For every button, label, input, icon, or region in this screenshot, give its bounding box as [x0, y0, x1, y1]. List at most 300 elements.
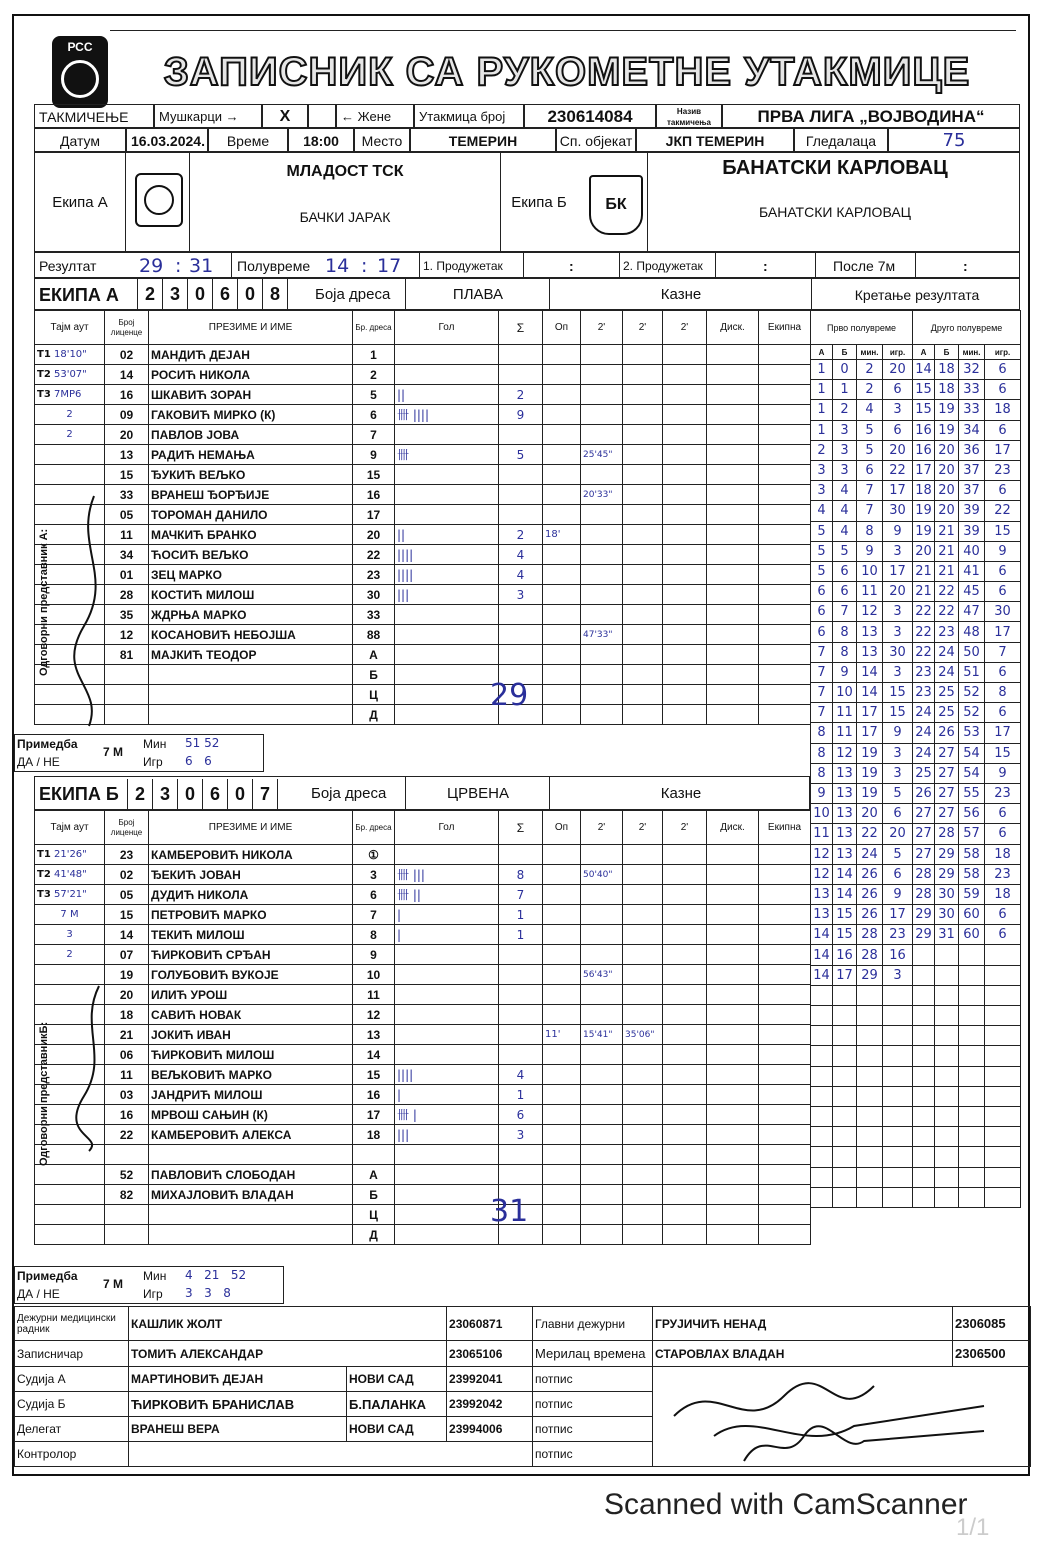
team-exclusion — [759, 425, 811, 445]
goal-tally: 卌 |||| — [395, 405, 499, 425]
goal-sum: 7 — [499, 885, 543, 905]
team-exclusion — [759, 1185, 811, 1205]
team-exclusion — [759, 1005, 811, 1025]
progress-cell: 14 — [833, 864, 857, 884]
table-row — [811, 723, 1021, 743]
progress-cell: 5 — [811, 541, 833, 561]
jersey-no: 33 — [353, 605, 395, 625]
progress-cell: 28 — [935, 824, 959, 844]
progress-cell: 5 — [811, 561, 833, 581]
goal-sum — [499, 605, 543, 625]
disqualification — [707, 605, 759, 625]
progress-cell: 9 — [985, 541, 1021, 561]
progress-cell: 8 — [811, 743, 833, 763]
progress-cell: 13 — [833, 783, 857, 803]
goal-sum: 6 — [499, 1105, 543, 1125]
suspension-2 — [623, 685, 663, 705]
progress-cell — [857, 1066, 883, 1086]
suspension-2 — [623, 485, 663, 505]
warning — [543, 485, 581, 505]
progress-cell: 7 — [833, 602, 857, 622]
half-b: 17 — [377, 255, 402, 277]
ot2-colon: : — [763, 258, 768, 274]
suspension-3 — [663, 385, 707, 405]
progress-cell — [857, 1147, 883, 1167]
disqualification — [707, 1085, 759, 1105]
jersey-no: А — [353, 1165, 395, 1185]
disqualification — [707, 1225, 759, 1245]
disqualification — [707, 925, 759, 945]
jersey-no: ① — [353, 845, 395, 865]
ref-a-no: 23992041 — [447, 1367, 533, 1392]
jersey-no: 9 — [353, 945, 395, 965]
team-b-rep-signature — [64, 976, 124, 1156]
min-label: Мин — [143, 1269, 167, 1283]
table-row — [811, 763, 1021, 783]
table-row — [811, 1147, 1021, 1167]
goal-tally: | — [395, 1085, 499, 1105]
team-b-penalties-label: Казне — [549, 777, 812, 811]
team-exclusion — [759, 605, 811, 625]
progress-cell: 54 — [959, 763, 985, 783]
handball-icon — [144, 185, 174, 215]
competition-row — [34, 104, 1020, 152]
suspension-3 — [663, 525, 707, 545]
table-row — [811, 864, 1021, 884]
timeout-time: 41'48" — [53, 869, 87, 880]
table-row — [811, 1167, 1021, 1187]
jersey-no: 6 — [353, 885, 395, 905]
result-b: 31 — [189, 255, 214, 277]
jersey-no: 3 — [353, 865, 395, 885]
suspension-1 — [581, 845, 623, 865]
spectators-label: Гледалаца — [794, 128, 888, 152]
progress-cell: 3 — [833, 440, 857, 460]
progress-col-header: Б — [935, 345, 959, 360]
col-disq: Диск. — [707, 811, 759, 845]
progress-cell: 18 — [913, 481, 935, 501]
yes-no: ДА / НЕ — [17, 755, 60, 769]
progress-cell — [833, 1006, 857, 1026]
progress-cell: 27 — [913, 824, 935, 844]
player-name: КАМБЕРОВИЋ НИКОЛА — [149, 845, 353, 865]
code-digit: 2 — [137, 279, 162, 309]
team-a-penalties-label: Казне — [549, 279, 812, 311]
progress-cell — [935, 1127, 959, 1147]
progress-cell — [913, 965, 935, 985]
warning — [543, 445, 581, 465]
goal-tally — [395, 1165, 499, 1185]
progress-cell — [985, 1127, 1021, 1147]
goal-tally — [395, 1185, 499, 1205]
progress-cell: 59 — [959, 884, 985, 904]
handball-icon — [61, 60, 99, 98]
progress-cell — [959, 1147, 985, 1167]
progress-cell: 30 — [935, 884, 959, 904]
suspension-3 — [663, 885, 707, 905]
player-name: ЋОСИЋ ВЕЉКО — [149, 545, 353, 565]
progress-cell: 3 — [883, 662, 913, 682]
progress-cell: 26 — [913, 783, 935, 803]
progress-cell: 19 — [913, 521, 935, 541]
suspension-1 — [581, 605, 623, 625]
progress-cell: 11 — [857, 582, 883, 602]
progress-cell: 3 — [883, 400, 913, 420]
player-name: ЖДРЊА МАРКО — [149, 605, 353, 625]
suspension-1 — [581, 1105, 623, 1125]
progress-cell: 6 — [985, 582, 1021, 602]
progress-cell: 2 — [857, 360, 883, 380]
progress-cell — [913, 1006, 935, 1026]
suspension-3 — [663, 505, 707, 525]
team-a-color: ПЛАВА — [405, 279, 550, 311]
team-exclusion — [759, 1045, 811, 1065]
team-exclusion — [759, 705, 811, 725]
suspension-1 — [581, 1125, 623, 1145]
match-no-label: Утакмица број — [414, 104, 524, 128]
goal-tally — [395, 1205, 499, 1225]
progress-cell: 7 — [811, 703, 833, 723]
progress-cell: 20 — [883, 440, 913, 460]
table-row — [811, 561, 1021, 581]
license-no: 01 — [105, 565, 149, 585]
arrow-left-icon: ← — [341, 109, 354, 124]
team-exclusion — [759, 385, 811, 405]
disqualification — [707, 545, 759, 565]
disqualification — [707, 1145, 759, 1165]
timeout-cell — [35, 1225, 105, 1245]
player-name: ТЕКИЋ МИЛОШ — [149, 925, 353, 945]
progress-cell: 29 — [935, 864, 959, 884]
progress-cell: 5 — [857, 420, 883, 440]
suspension-2 — [623, 845, 663, 865]
table-row — [811, 945, 1021, 965]
min-value-1: 51 — [185, 736, 201, 750]
table-row — [35, 365, 811, 385]
jersey-no: Б — [353, 1185, 395, 1205]
code-digit: 0 — [237, 279, 262, 309]
license-no: 20 — [105, 425, 149, 445]
suspension-1 — [581, 645, 623, 665]
license-no: 52 — [105, 1165, 149, 1185]
min-value-2: 21 — [204, 1268, 220, 1282]
women-label — [336, 104, 414, 128]
progress-cell: 27 — [913, 844, 935, 864]
table-row — [811, 884, 1021, 904]
progress-cell: 17 — [857, 703, 883, 723]
progress-cell: 6 — [833, 582, 857, 602]
min-value-1: 4 — [185, 1268, 193, 1282]
col-timeout: Тајм аут — [35, 811, 105, 845]
goal-tally — [395, 685, 499, 705]
disqualification — [707, 565, 759, 585]
progress-cell: 18 — [985, 884, 1021, 904]
suspension-1 — [581, 465, 623, 485]
scanner-watermark: Scanned with CamScanner — [604, 1488, 968, 1521]
seven-m-label: 7 М — [103, 745, 124, 759]
col-jersey: Бр. дреса — [353, 811, 395, 845]
license-no: 11 — [105, 1065, 149, 1085]
team-exclusion — [759, 845, 811, 865]
disqualification — [707, 985, 759, 1005]
ref-b-city: Б.ПАЛАНКА — [347, 1392, 447, 1417]
warning — [543, 665, 581, 685]
col-two: 2' — [663, 311, 707, 345]
progress-cell: 14 — [833, 884, 857, 904]
jersey-no: 15 — [353, 465, 395, 485]
progress-cell: 20 — [935, 481, 959, 501]
table-row — [35, 605, 811, 625]
col-warn: Оп — [543, 311, 581, 345]
progress-cell — [857, 1187, 883, 1207]
progress-cell — [811, 1066, 833, 1086]
team-exclusion — [759, 525, 811, 545]
timeout-cell — [35, 885, 105, 905]
suspension-2 — [623, 445, 663, 465]
progress-cell — [883, 1167, 913, 1187]
progress-cell: 14 — [857, 683, 883, 703]
progress-cell: 4 — [833, 481, 857, 501]
suspension-1 — [581, 505, 623, 525]
progress-cell: 4 — [833, 501, 857, 521]
disqualification — [707, 1045, 759, 1065]
progress-cell — [935, 945, 959, 965]
goal-tally — [395, 1225, 499, 1245]
progress-cell: 22 — [857, 824, 883, 844]
suspension-3 — [663, 545, 707, 565]
goal-sum: 4 — [499, 1065, 543, 1085]
team-a-section-label: ЕКИПА А — [39, 285, 119, 305]
progress-cell: 14 — [811, 945, 833, 965]
player-name: ДУДИЋ НИКОЛА — [149, 885, 353, 905]
warning — [543, 965, 581, 985]
progress-cell: 25 — [935, 703, 959, 723]
progress-cell — [935, 1147, 959, 1167]
progress-cell: 2 — [857, 380, 883, 400]
warning — [543, 905, 581, 925]
goal-tally — [395, 465, 499, 485]
team-exclusion — [759, 545, 811, 565]
warning — [543, 1105, 581, 1125]
goal-tally — [395, 645, 499, 665]
table-row — [811, 683, 1021, 703]
suspension-3 — [663, 1145, 707, 1165]
chief-no: 2306085 — [953, 1307, 1031, 1341]
jersey-no: 23 — [353, 565, 395, 585]
progress-cell: 22 — [935, 582, 959, 602]
jersey-no: 10 — [353, 965, 395, 985]
progress-cell — [913, 945, 935, 965]
progress-cell: 6 — [857, 460, 883, 480]
suspension-3 — [663, 865, 707, 885]
table-row — [35, 405, 811, 425]
license-no — [105, 1225, 149, 1245]
progress-cell: 6 — [883, 380, 913, 400]
goal-sum — [499, 1045, 543, 1065]
player-name: ПАВЛОВИЋ СЛОБОДАН — [149, 1165, 353, 1185]
progress-cell — [883, 985, 913, 1005]
progress-cell — [985, 945, 1021, 965]
player-name — [149, 665, 353, 685]
timeout-cell: 2 — [35, 425, 105, 445]
goal-sum: 1 — [499, 1085, 543, 1105]
table-row — [811, 783, 1021, 803]
jersey-no: 2 — [353, 365, 395, 385]
team-exclusion — [759, 1105, 811, 1125]
delegate-no: 23994006 — [447, 1417, 533, 1442]
suspension-3 — [663, 665, 707, 685]
progress-cell: 14 — [857, 662, 883, 682]
goal-tally — [395, 625, 499, 645]
progress-cell: 17 — [985, 723, 1021, 743]
progress-cell — [913, 1046, 935, 1066]
progress-cell: 20 — [935, 501, 959, 521]
progress-cell: 22 — [913, 642, 935, 662]
disqualification — [707, 685, 759, 705]
player-name: ЂУКИЋ ВЕЉКО — [149, 465, 353, 485]
progress-cell: 29 — [857, 965, 883, 985]
ref-b-no: 23992042 — [447, 1392, 533, 1417]
suspension-2 — [623, 865, 663, 885]
table-row — [35, 345, 811, 365]
team-a-label: Екипа А — [35, 153, 126, 253]
progress-cell: 15 — [913, 380, 935, 400]
progress-cell — [883, 1187, 913, 1207]
progress-cell: 10 — [857, 561, 883, 581]
progress-cell: 9 — [883, 723, 913, 743]
progress-cell: 30 — [985, 602, 1021, 622]
code-digit: 6 — [212, 279, 237, 309]
suspension-3 — [663, 705, 707, 725]
player-name: ШКАВИЋ ЗОРАН — [149, 385, 353, 405]
disqualification — [707, 1025, 759, 1045]
jersey-no: Б — [353, 665, 395, 685]
progress-cell: 7 — [811, 683, 833, 703]
progress-cell: 34 — [959, 420, 985, 440]
progress-cell: 22 — [935, 602, 959, 622]
col-goals: Гол — [395, 311, 499, 345]
license-no: 07 — [105, 945, 149, 965]
suspension-1 — [581, 1045, 623, 1065]
table-row — [35, 505, 811, 525]
progress-cell: 1 — [811, 360, 833, 380]
progress-cell: 22 — [985, 501, 1021, 521]
progress-cell — [857, 1106, 883, 1126]
progress-cell — [913, 1026, 935, 1046]
suspension-2 — [623, 885, 663, 905]
progress-cell — [935, 1046, 959, 1066]
goal-tally — [395, 505, 499, 525]
suspension-3 — [663, 1085, 707, 1105]
progress-cell: 15 — [913, 400, 935, 420]
goal-sum — [499, 505, 543, 525]
goal-sum — [499, 645, 543, 665]
progress-cell: 27 — [913, 804, 935, 824]
half-colon: : — [361, 255, 368, 277]
goal-tally: 卌 — [395, 445, 499, 465]
team-exclusion — [759, 625, 811, 645]
progress-cell: 12 — [811, 864, 833, 884]
player-name: ГАКОВИЋ МИРКО (К) — [149, 405, 353, 425]
license-no: 06 — [105, 1045, 149, 1065]
progress-cell: 3 — [883, 965, 913, 985]
scorer-name: ТОМИЋ АЛЕКСАНДАР — [129, 1341, 447, 1367]
team-exclusion — [759, 1065, 811, 1085]
progress-cell: 41 — [959, 561, 985, 581]
goal-tally — [395, 845, 499, 865]
disqualification — [707, 485, 759, 505]
code-digit: 2 — [127, 779, 152, 809]
jersey-no: 88 — [353, 625, 395, 645]
progress-cell — [959, 1086, 985, 1106]
warning — [543, 545, 581, 565]
scorer-no: 23065106 — [447, 1341, 533, 1367]
warning — [543, 1005, 581, 1025]
warning — [543, 705, 581, 725]
progress-cell — [857, 1006, 883, 1026]
suspension-3 — [663, 945, 707, 965]
progress-cell: 1 — [811, 420, 833, 440]
warning — [543, 585, 581, 605]
suspension-3 — [663, 1045, 707, 1065]
suspension-2 — [623, 1085, 663, 1105]
women-mark — [308, 104, 336, 128]
referee-signatures — [654, 1366, 1014, 1466]
date-label: Датум — [34, 128, 126, 152]
warning — [543, 625, 581, 645]
suspension-2: 35'06" — [623, 1025, 663, 1045]
goal-sum: 5 — [499, 445, 543, 465]
suspension-2 — [623, 645, 663, 665]
progress-cell — [811, 1167, 833, 1187]
progress-col-header: А — [913, 345, 935, 360]
progress-cell: 17 — [883, 481, 913, 501]
progress-cell: 11 — [811, 824, 833, 844]
progress-cell — [811, 1187, 833, 1207]
goal-tally: ||| — [395, 585, 499, 605]
timeout-cell: 3 — [35, 925, 105, 945]
table-row — [35, 985, 811, 1005]
table-row — [811, 380, 1021, 400]
disqualification — [707, 345, 759, 365]
suspension-1 — [581, 1085, 623, 1105]
jersey-no — [353, 1145, 395, 1165]
jersey-no: 17 — [353, 1105, 395, 1125]
progress-cell — [811, 1006, 833, 1026]
sign-label: потпис — [533, 1442, 653, 1467]
progress-cell — [985, 1046, 1021, 1066]
table-row — [811, 1026, 1021, 1046]
suspension-3 — [663, 605, 707, 625]
table-row — [811, 582, 1021, 602]
rss-logo-text: РСС — [67, 40, 93, 54]
progress-cell: 10 — [833, 683, 857, 703]
table-row — [811, 501, 1021, 521]
progress-cell: 24 — [935, 662, 959, 682]
progress-cell: 56 — [959, 804, 985, 824]
sign-label: потпис — [533, 1417, 653, 1442]
progress-cell: 28 — [857, 925, 883, 945]
progress-cell — [959, 1046, 985, 1066]
progress-cell: 3 — [883, 763, 913, 783]
goal-tally — [395, 1025, 499, 1045]
progress-cell: 17 — [833, 965, 857, 985]
progress-cell: 15 — [833, 905, 857, 925]
suspension-3 — [663, 1125, 707, 1145]
goal-tally — [395, 1045, 499, 1065]
goal-sum: 4 — [499, 545, 543, 565]
suspension-1 — [581, 985, 623, 1005]
